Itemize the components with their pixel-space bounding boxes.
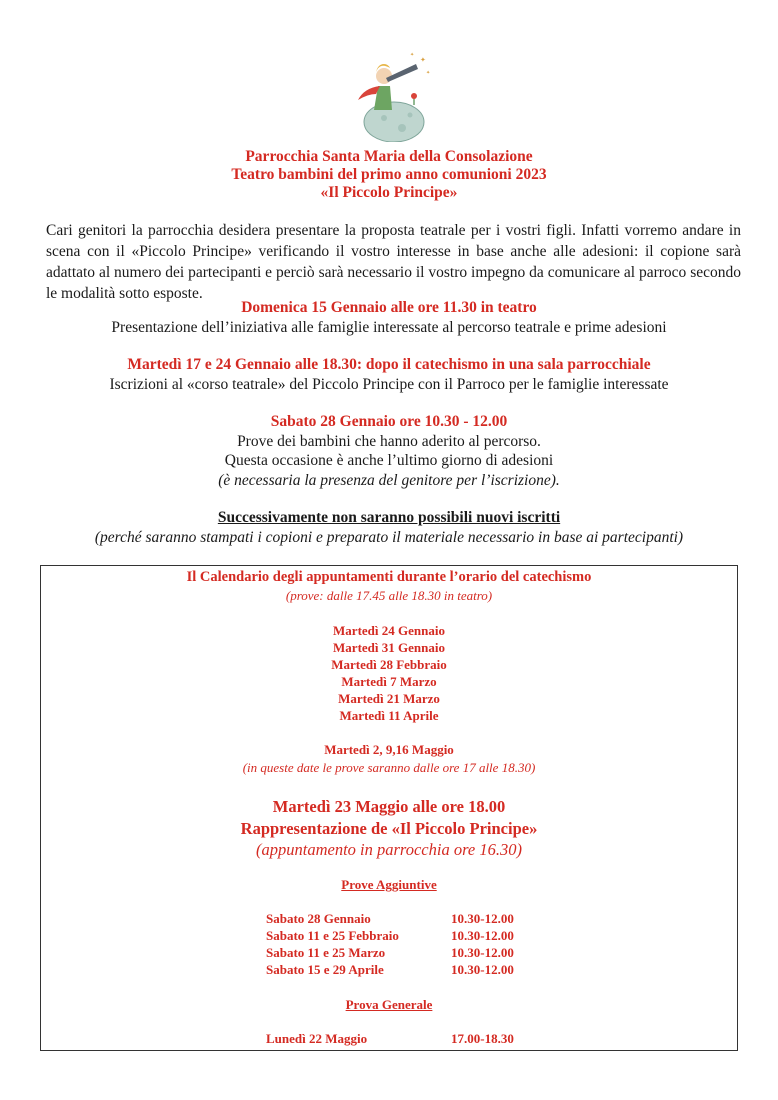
show-title: «Il Piccolo Principe» xyxy=(320,184,458,201)
rehearsal-date: Sabato 11 e 25 Marzo xyxy=(266,945,386,960)
may-note: (in queste date le prove saranno dalle ore 17 alle 18.30) xyxy=(242,760,536,775)
show-note: (appuntamento in parrocchia ore 16.30) xyxy=(256,840,522,859)
calendar-box xyxy=(40,565,738,1051)
parish-name: Parrocchia Santa Maria della Consolazione xyxy=(245,148,533,165)
calendar-date: Martedì 11 Aprile xyxy=(339,708,439,723)
show-date: Martedì 23 Maggio alle ore 18.00 xyxy=(272,797,506,816)
intro-paragraph: Cari genitori la parrocchia desidera presentare la proposta teatrale per i vostri figli. Infatti vorremo andare in scena con il «Piccolo Principe» verificando il vostro interesse in base anche alle adesioni: il copione sarà adattato al numero dei partecipanti e perciò sarà necessario il vostro impegno da comunicare al parroco secondo le modalità sotto esposte. xyxy=(46,222,741,302)
rehearsal-time: 17.00-18.30 xyxy=(451,1031,514,1046)
calendar-subtitle: (prove: dalle 17.45 alle 18.30 in teatro) xyxy=(285,588,493,603)
event-description: Questa occasione è anche l’ultimo giorno di adesioni xyxy=(224,452,554,469)
event-title: Domenica 15 Gennaio alle ore 11.30 in teatro xyxy=(241,299,537,316)
event-block-2 xyxy=(0,355,778,394)
event-subtitle: Teatro bambini del primo anno comunioni 2023 xyxy=(231,166,547,183)
calendar-date: Martedì 21 Marzo xyxy=(338,691,440,706)
event-title: Sabato 28 Gennaio ore 10.30 - 12.00 xyxy=(270,413,508,430)
calendar-date: Martedì 28 Febbraio xyxy=(331,657,447,672)
calendar-date: Martedì 31 Gennaio xyxy=(333,640,445,655)
event-block-1 xyxy=(0,298,778,337)
extra-rehearsals-title: Prove Aggiuntive xyxy=(341,877,437,892)
rehearsal-time: 10.30-12.00 xyxy=(451,962,514,977)
rehearsal-time: 10.30-12.00 xyxy=(451,945,514,960)
rehearsal-date: Lunedì 22 Maggio xyxy=(266,1031,368,1046)
notice-title: Successivamente non saranno possibili nuovi iscritti xyxy=(217,509,561,526)
may-dates: Martedì 2, 9,16 Maggio xyxy=(324,742,454,757)
svg-text:✦: ✦ xyxy=(426,71,431,76)
rehearsal-date: Sabato 28 Gennaio xyxy=(266,911,371,926)
event-description: Iscrizioni al «corso teatrale» del Piccolo Principe con il Parroco per le famiglie interessate xyxy=(109,375,669,393)
notice-block xyxy=(0,508,778,547)
calendar-date: Martedì 24 Gennaio xyxy=(333,623,445,638)
general-rehearsal-title: Prova Generale xyxy=(345,997,433,1012)
show-performance: Rappresentazione de «Il Piccolo Principe» xyxy=(240,819,538,838)
notice-subtitle: (perché saranno stampati i copioni e preparato il materiale necessario in base ai partecipanti) xyxy=(94,528,684,546)
event-note: (è necessaria la presenza del genitore per l’iscrizione). xyxy=(218,471,560,489)
document-header xyxy=(0,148,778,202)
calendar-date: Martedì 7 Marzo xyxy=(341,674,437,689)
svg-text:✦: ✦ xyxy=(410,53,415,58)
rehearsal-date: Sabato 15 e 29 Aprile xyxy=(266,962,384,977)
event-description: Presentazione dell’iniziativa alle famiglie interessate al percorso teatrale e prime adesioni xyxy=(111,318,667,336)
rehearsal-time: 10.30-12.00 xyxy=(451,928,514,943)
event-block-3 xyxy=(0,412,778,490)
little-prince-illustration xyxy=(350,52,435,142)
svg-text:✦: ✦ xyxy=(420,56,426,64)
rehearsal-time: 10.30-12.00 xyxy=(451,911,514,926)
rehearsal-date: Sabato 11 e 25 Febbraio xyxy=(266,928,399,943)
calendar-title: Il Calendario degli appuntamenti durante l’orario del catechismo xyxy=(186,569,592,585)
event-title: Martedì 17 e 24 Gennaio alle 18.30: dopo il catechismo in una sala parrocchiale xyxy=(127,356,651,373)
event-description: Prove dei bambini che hanno aderito al percorso. xyxy=(237,432,541,450)
